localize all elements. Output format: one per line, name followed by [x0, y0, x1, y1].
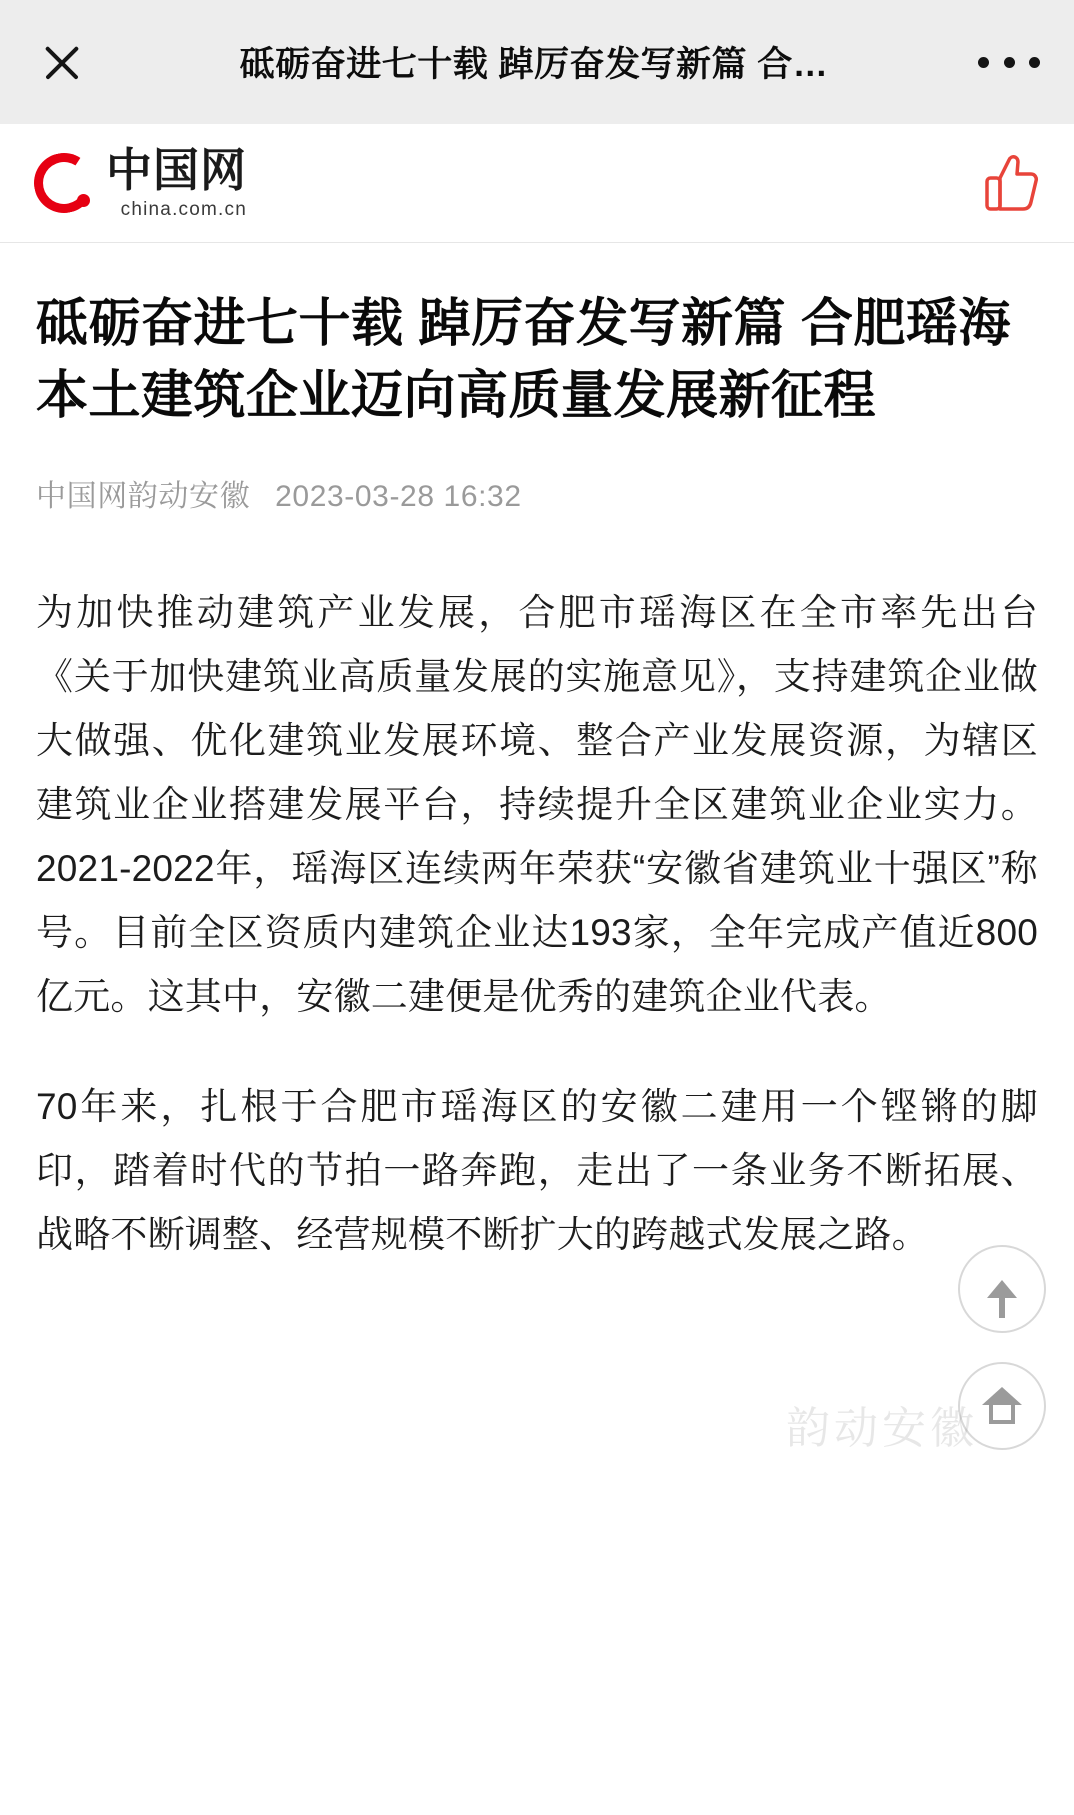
home-base — [989, 1405, 1015, 1424]
back-to-top-button[interactable] — [958, 1245, 1046, 1333]
logo-chinese-name: 中国网 — [106, 144, 247, 196]
site-header — [0, 124, 1074, 243]
logo-ring — [28, 147, 99, 218]
more-dot — [1029, 57, 1040, 68]
home-roof — [982, 1387, 1022, 1405]
site-logo[interactable] — [34, 144, 247, 220]
logo-dot — [77, 194, 90, 207]
home-button[interactable] — [958, 1362, 1046, 1450]
more-dot — [978, 57, 989, 68]
thumbs-up-icon[interactable] — [984, 152, 1040, 214]
browser-top-bar — [0, 0, 1074, 124]
china-net-logo-icon — [34, 153, 94, 213]
article-container — [0, 243, 1074, 1267]
article-paragraph: 70年来，扎根于合肥市瑶海区的安徽二建用一个铿锵的脚印，踏着时代的节拍一路奔跑，走出了一条业务不断拓展、战略不断调整、经营规模不断扩大的跨越式发展之路。 — [36, 1085, 1038, 1255]
article-meta — [36, 471, 1038, 515]
logo-domain: china.com.cn — [120, 199, 247, 220]
arrow-up-icon — [987, 1280, 1017, 1298]
logo-text-group — [106, 144, 247, 220]
home-icon — [982, 1387, 1022, 1425]
page-title: 砥砺奋进七十载 踔厉奋发写新篇 合肥瑶海本土建筑企业迈向高质量发展新征程 — [36, 295, 1011, 425]
more-options-icon[interactable] — [978, 34, 1040, 90]
browser-page-title: 砥砺奋进七十载 踔厉奋发写新篇 合… — [239, 45, 829, 84]
more-dot — [1004, 57, 1015, 68]
article-body — [36, 581, 1038, 1267]
article-datetime: 2023-03-28 16:32 — [275, 479, 522, 513]
close-icon[interactable] — [34, 34, 90, 90]
article-paragraph: 为加快推动建筑产业发展，合肥市瑶海区在全市率先出台《关于加快建筑业高质量发展的实施意见》，支持建筑企业做大做强、优化建筑业发展环境、整合产业发展资源，为辖区建筑业企业搭建发展平台，持续提升全区建筑业企业实力。2021-2022年，瑶海区连续两年荣获“安徽省建筑业十强区”称号。目前全区资质内建筑企业达193家，全年完成产值近800亿元。这其中，安徽二建便是优秀的建筑企业代表。 — [36, 591, 1038, 1017]
watermark: 韵动安徽 — [786, 1404, 978, 1453]
article-source: 中国网韵动安徽 — [36, 479, 251, 513]
